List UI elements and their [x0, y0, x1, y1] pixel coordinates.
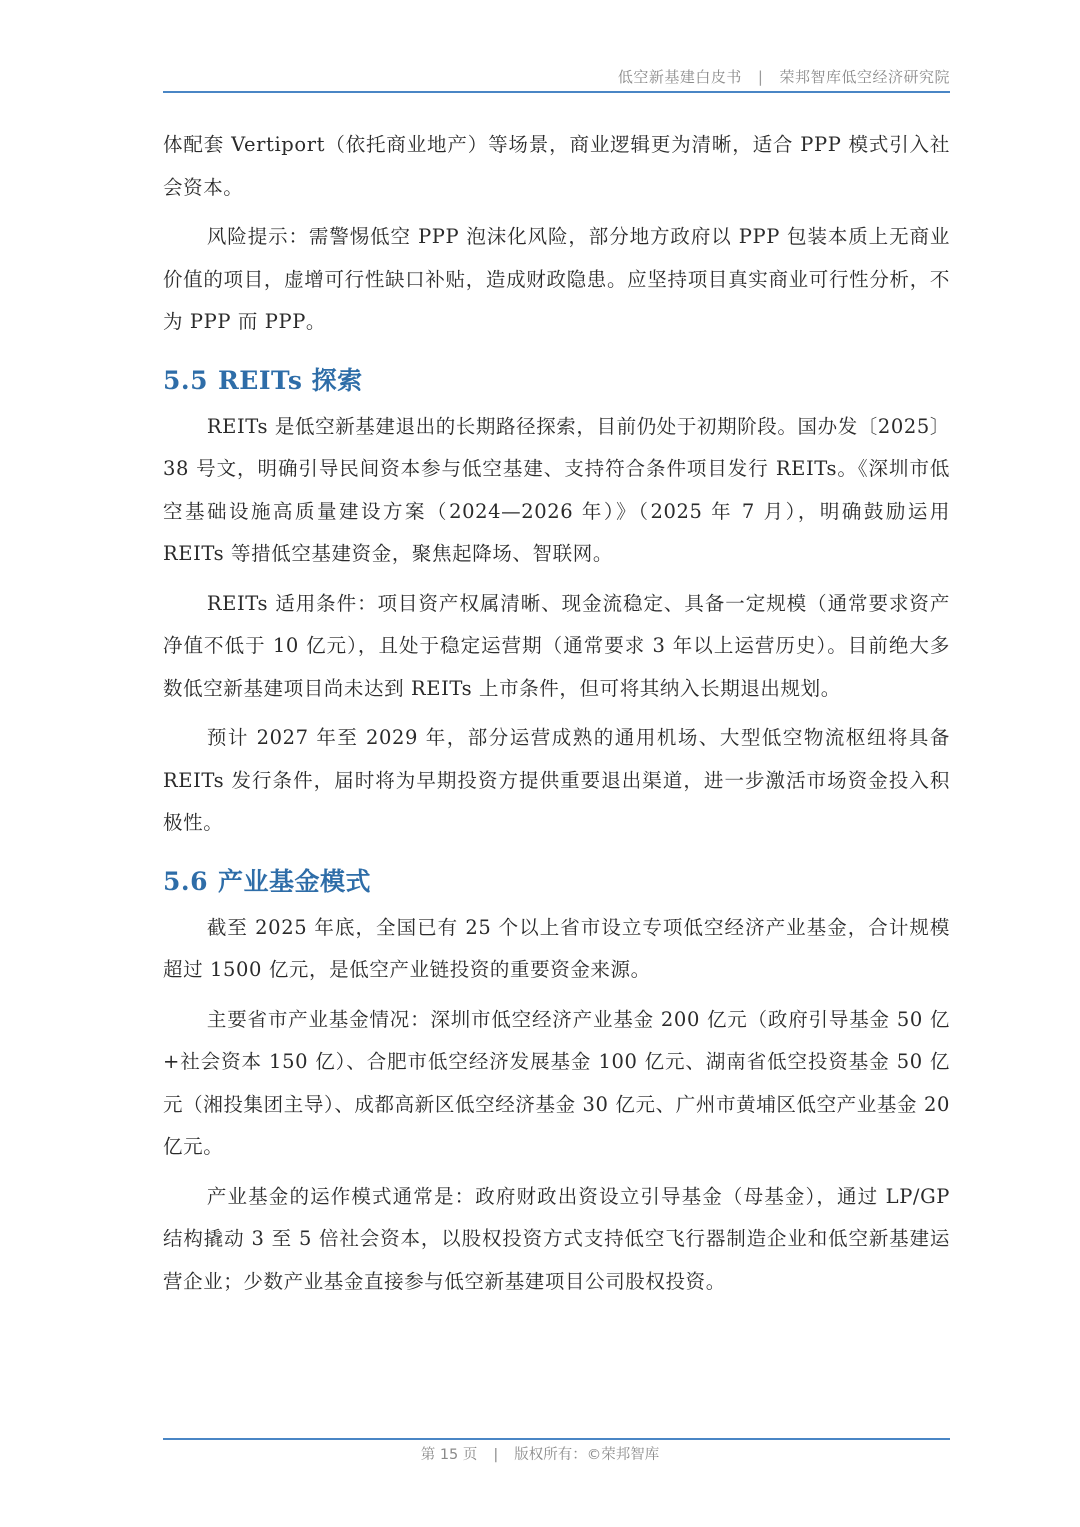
header-doc-title: 低空新基建白皮书 — [617, 68, 742, 86]
section-number: 5.6 — [163, 866, 208, 896]
section-title: 产业基金模式 — [218, 866, 372, 896]
footer-separator: | — [493, 1447, 499, 1463]
paragraph-fund-operation: 产业基金的运作模式通常是：政府财政出资设立引导基金（母基金），通过 LP/GP 结构撬动 3 至 5 倍社会资本，以股权投资方式支持低空飞行器制造企业和低空新基建运营企业；少数产业基金直接参与低空新基建项目公司股权投资。 — [163, 1184, 950, 1293]
header-rule — [163, 91, 950, 93]
page-footer — [0, 1443, 1080, 1464]
page-content — [163, 124, 950, 1310]
section-title: REITs 探索 — [218, 365, 363, 395]
header-org: 荣邦智库低空经济研究院 — [779, 68, 950, 86]
section-heading-industry-fund — [163, 859, 950, 905]
header-separator: | — [757, 68, 764, 86]
paragraph-fund-overview: 截至 2025 年底，全国已有 25 个以上省市设立专项低空经济产业基金，合计规模超过 1500 亿元，是低空产业链投资的重要资金来源。 — [163, 915, 950, 981]
page-number: 第 15 页 — [420, 1447, 478, 1463]
section-heading-reits — [163, 358, 950, 404]
paragraph-fund-list: 主要省市产业基金情况：深圳市低空经济产业基金 200 亿元（政府引导基金 50 亿+社会资本 150 亿）、合肥市低空经济发展基金 100 亿元、湖南省低空投资基金 50 亿元（湘投集团主导）、成都高新区低空经济基金 30 亿元、广州市黄埔区低空产业基金 20 亿元。 — [163, 1007, 950, 1158]
page-header — [618, 66, 950, 87]
copyright-notice: 版权所有：©荣邦智库 — [514, 1447, 660, 1463]
section-number: 5.5 — [163, 365, 208, 395]
footer-rule — [163, 1438, 950, 1440]
paragraph-ppp-scenarios: 体配套 Vertiport（依托商业地产）等场景，商业逻辑更为清晰，适合 PPP 模式引入社会资本。 — [163, 133, 950, 199]
paragraph-risk-warning: 风险提示：需警惕低空 PPP 泡沫化风险，部分地方政府以 PPP 包装本质上无商业价值的项目，虚增可行性缺口补贴，造成财政隐患。应坚持项目真实商业可行性分析，不为 PPP 而 PPP。 — [163, 225, 950, 333]
paragraph-reits-intro: REITs 是低空新基建退出的长期路径探索，目前仍处于初期阶段。国办发〔2025〕38 号文，明确引导民间资本参与低空基建、支持符合条件项目发行 REITs。《深圳市低空基础设施高质量建设方案（2024—2026 年）》（2025 年 7 月），明确鼓励运用 REITs 等措低空基建资金，聚焦起降场、智联网。 — [163, 414, 951, 565]
paragraph-reits-conditions: REITs 适用条件：项目资产权属清晰、现金流稳定、具备一定规模（通常要求资产净值不低于 10 亿元），且处于稳定运营期（通常要求 3 年以上运营历史）。目前绝大多数低空新基建项目尚未达到 REITs 上市条件，但可将其纳入长期退出规划。 — [163, 591, 950, 700]
paragraph-reits-forecast: 预计 2027 年至 2029 年，部分运营成熟的通用机场、大型低空物流枢纽将具备 REITs 发行条件，届时将为早期投资方提供重要退出渠道，进一步激活市场资金投入积极性。 — [163, 726, 950, 834]
